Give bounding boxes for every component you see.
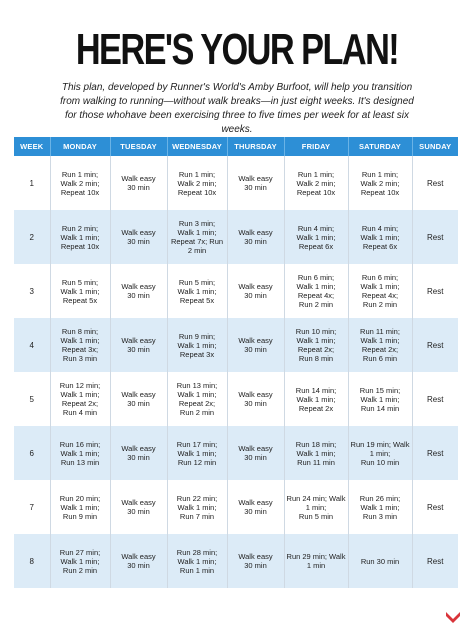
tuesday-cell: Walk easy 30 min [110, 156, 167, 210]
week-number: 2 [14, 210, 50, 264]
week-number: 1 [14, 156, 50, 210]
monday-cell: Run 27 min; Walk 1 min; Run 2 min [50, 534, 110, 588]
tuesday-cell: Walk easy 30 min [110, 534, 167, 588]
sunday-cell: Rest [412, 426, 458, 480]
training-plan-table [14, 137, 458, 588]
week-number: 4 [14, 318, 50, 372]
tuesday-cell: Walk easy 30 min [110, 426, 167, 480]
sunday-cell: Rest [412, 156, 458, 210]
wednesday-cell: Run 9 min; Walk 1 min; Repeat 3x [167, 318, 227, 372]
table-row [14, 318, 458, 372]
thursday-cell: Walk easy 30 min [227, 534, 284, 588]
table-row [14, 480, 458, 534]
monday-cell: Run 1 min; Walk 2 min; Repeat 10x [50, 156, 110, 210]
header-thursday: THURSDAY [227, 137, 284, 156]
header-monday: MONDAY [50, 137, 110, 156]
friday-cell: Run 29 min; Walk 1 min [284, 534, 348, 588]
table-row [14, 264, 458, 318]
saturday-cell: Run 15 min; Walk 1 min; Run 14 min [348, 372, 412, 426]
table-row [14, 156, 458, 210]
monday-cell: Run 12 min; Walk 1 min; Repeat 2x; Run 4 min [50, 372, 110, 426]
saturday-cell: Run 6 min; Walk 1 min; Repeat 4x; Run 2 min [348, 264, 412, 318]
sunday-cell: Rest [412, 264, 458, 318]
week-number: 3 [14, 264, 50, 318]
week-number: 5 [14, 372, 50, 426]
tuesday-cell: Walk easy 30 min [110, 210, 167, 264]
friday-cell: Run 4 min; Walk 1 min; Repeat 6x [284, 210, 348, 264]
header-tuesday: TUESDAY [110, 137, 167, 156]
saturday-cell: Run 19 min; Walk 1 min; Run 10 min [348, 426, 412, 480]
saturday-cell: Run 26 min; Walk 1 min; Run 3 min [348, 480, 412, 534]
thursday-cell: Walk easy 30 min [227, 264, 284, 318]
wednesday-cell: Run 22 min; Walk 1 min; Run 7 min [167, 480, 227, 534]
friday-cell: Run 6 min; Walk 1 min; Repeat 4x; Run 2 min [284, 264, 348, 318]
friday-cell: Run 10 min; Walk 1 min; Repeat 2x; Run 8 min [284, 318, 348, 372]
header-week: WEEK [14, 137, 50, 156]
monday-cell: Run 5 min; Walk 1 min; Repeat 5x [50, 264, 110, 318]
monday-cell: Run 20 min; Walk 1 min; Run 9 min [50, 480, 110, 534]
week-number: 7 [14, 480, 50, 534]
saturday-cell: Run 1 min; Walk 2 min; Repeat 10x [348, 156, 412, 210]
thursday-cell: Walk easy 30 min [227, 318, 284, 372]
chevron-logo-icon [445, 610, 461, 624]
week-number: 6 [14, 426, 50, 480]
wednesday-cell: Run 13 min; Walk 1 min; Repeat 2x; Run 2 min [167, 372, 227, 426]
intro-paragraph: This plan, developed by Runner's World's Amby Burfoot, will help you transition from walking to running—without walk breaks—in just eight weeks. It's designed for those whohave been exercising three to five times per week for at least six weeks. [60, 82, 414, 135]
table-row [14, 372, 458, 426]
saturday-cell: Run 4 min; Walk 1 min; Repeat 6x [348, 210, 412, 264]
wednesday-cell: Run 5 min; Walk 1 min; Repeat 5x [167, 264, 227, 318]
saturday-cell: Run 11 min; Walk 1 min; Repeat 2x; Run 6 min [348, 318, 412, 372]
table-row [14, 426, 458, 480]
wednesday-cell: Run 28 min; Walk 1 min; Run 1 min [167, 534, 227, 588]
saturday-cell: Run 30 min [348, 534, 412, 588]
friday-cell: Run 14 min; Walk 1 min; Repeat 2x [284, 372, 348, 426]
wednesday-cell: Run 17 min; Walk 1 min; Run 12 min [167, 426, 227, 480]
header-friday: FRIDAY [284, 137, 348, 156]
table-row [14, 534, 458, 588]
monday-cell: Run 16 min; Walk 1 min; Run 13 min [50, 426, 110, 480]
wednesday-cell: Run 3 min; Walk 1 min; Repeat 7x; Run 2 min [167, 210, 227, 264]
friday-cell: Run 24 min; Walk 1 min; Run 5 min [284, 480, 348, 534]
tuesday-cell: Walk easy 30 min [110, 480, 167, 534]
sunday-cell: Rest [412, 372, 458, 426]
header-saturday: SATURDAY [348, 137, 412, 156]
monday-cell: Run 8 min; Walk 1 min; Repeat 3x; Run 3 min [50, 318, 110, 372]
friday-cell: Run 18 min; Walk 1 min; Run 11 min [284, 426, 348, 480]
week-number: 8 [14, 534, 50, 588]
monday-cell: Run 2 min; Walk 1 min; Repeat 10x [50, 210, 110, 264]
tuesday-cell: Walk easy 30 min [110, 264, 167, 318]
thursday-cell: Walk easy 30 min [227, 426, 284, 480]
sunday-cell: Rest [412, 534, 458, 588]
sunday-cell: Rest [412, 318, 458, 372]
tuesday-cell: Walk easy 30 min [110, 372, 167, 426]
thursday-cell: Walk easy 30 min [227, 210, 284, 264]
sunday-cell: Rest [412, 480, 458, 534]
thursday-cell: Walk easy 30 min [227, 480, 284, 534]
sunday-cell: Rest [412, 210, 458, 264]
table-header-row [14, 137, 458, 156]
header-sunday: SUNDAY [412, 137, 458, 156]
thursday-cell: Walk easy 30 min [227, 156, 284, 210]
header-wednesday: WEDNESDAY [167, 137, 227, 156]
tuesday-cell: Walk easy 30 min [110, 318, 167, 372]
page-title: HERE'S YOUR PLAN! [75, 25, 399, 74]
thursday-cell: Walk easy 30 min [227, 372, 284, 426]
friday-cell: Run 1 min; Walk 2 min; Repeat 10x [284, 156, 348, 210]
table-row [14, 210, 458, 264]
wednesday-cell: Run 1 min; Walk 2 min; Repeat 10x [167, 156, 227, 210]
